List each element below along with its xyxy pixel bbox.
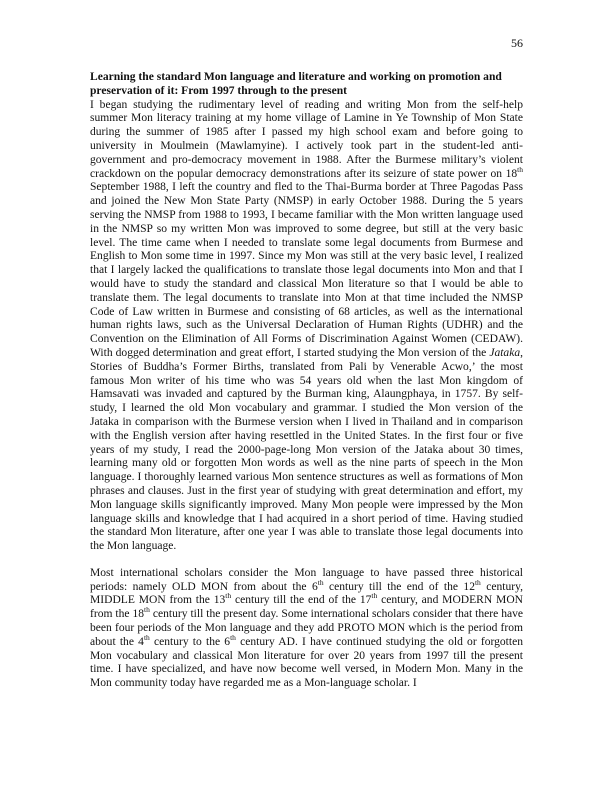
text-run: I began studying the rudimentary level of reading and writing Mon from the self-help summer Mon literacy training at my home village of Lamine in Ye Township of Mon State during the summer of 1985 after I passed my high school exam and before going to university in Moulmein (Mawlamyine). I actively took part in the student-led anti-government and pro-democracy movement in 1988. After the Burmese military’s violent crackdown on the popular democracy demonstrations after its seizure of state power on 18	[90, 98, 523, 180]
page-body	[90, 71, 523, 691]
text-run: , Stories of Buddha’s Former Births, translated from Pali by Venerable Acwo,’ the most famous Mon writer of his time who was 54 years old when the last Mon kingdom of Hamsavati was invaded and captured by the Burman king, Alaungphaya, in 1757. By self-study, I learned the old Mon vocabulary and grammar. I studied the Mon version of the Jataka in comparison with the Burmese version when I lived in Thailand and in comparison with the English version after having resettled in the United States. In the first four or five years of my study, I read the 2000-page-long Mon version of the Jataka about 30 times, learning many old or forgotten Mon words as well as the nine parts of speech in the Mon language. I thoroughly learned various Mon sentence structures as well as formations of Mon phrases and clauses. Just in the first year of studying with great determination and effort, my Mon language skills significantly improved. Many Mon people were impressed by the Mon language skills and knowledge that I had acquired in a short period of time. Having studied the standard Mon literature, after one year I was able to translate those legal documents into the Mon language.	[90, 346, 523, 553]
text-run: Most international scholars consider the Mon language to have passed three historical periods: namely OLD MON from about the 6	[90, 566, 523, 593]
superscript: th	[474, 577, 481, 587]
superscript: th	[371, 591, 378, 601]
italic-term: Jataka	[489, 346, 521, 359]
text-run: century till the end of the 12	[323, 580, 475, 593]
text-run: September 1988, I left the country and fled to the Thai-Burma border at Three Pagodas Pass and joined the New Mon State Party (NMSP) in early October 1988. During the 5 years serving the NMSP from 1988 to 1993, I became familiar with the Mon written language used in the NMSP so my written Mon was improved to some degree, but still at the very basic level. The time came when I needed to translate some legal documents from Burmese and English to Mon some time in 1997. Since my Mon was still at the very basic level, I realized that I largely lacked the qualifications to translate those legal documents into Mon and that I would have to study the standard and classical Mon literature so that I would be able to translate them. The legal documents to translate into Mon at that time included the NMSP Code of Law written in Burmese and consisting of 68 articles, as well as the international human rights laws, such as the Universal Declaration of Human Rights (UDHR) and the Convention on the Elimination of All Forms of Discrimination Against Women (CEDAW). With dogged determination and great effort, I started studying the Mon version of the	[90, 181, 523, 359]
superscript: th	[144, 605, 150, 615]
superscript: th	[517, 164, 523, 174]
section-heading: Learning the standard Mon language and literature and working on promotion and preservation of it: From 1997 through to the present	[90, 71, 502, 97]
superscript: th	[225, 591, 232, 601]
superscript: th	[143, 633, 150, 643]
superscript: th	[317, 577, 324, 587]
text-run: century till the end of the 17	[231, 594, 372, 607]
text-run: century till the present day. Some international scholars consider that there have been four periods of the Mon language and they add PROTO MON which is the period from about the 4	[90, 608, 524, 648]
body-paragraph-1	[90, 99, 523, 554]
text-run: century to the 6	[149, 635, 231, 648]
text-run: century, MIDDLE MON from the 13	[90, 580, 523, 607]
superscript: th	[230, 633, 236, 643]
body-paragraph-2	[90, 567, 523, 691]
text-run: century AD. I have continued studying the old or forgotten Mon vocabulary and classical Mon literature for over 20 years from 1997 till the present time. I have specialized, and have now become well versed, in Modern Mon. Many in the Mon community today have regarded me as a Mon-language scholar. I	[90, 635, 523, 690]
page-number: 56	[511, 36, 523, 50]
text-run: century, and MODERN MON from the 18	[90, 594, 523, 621]
